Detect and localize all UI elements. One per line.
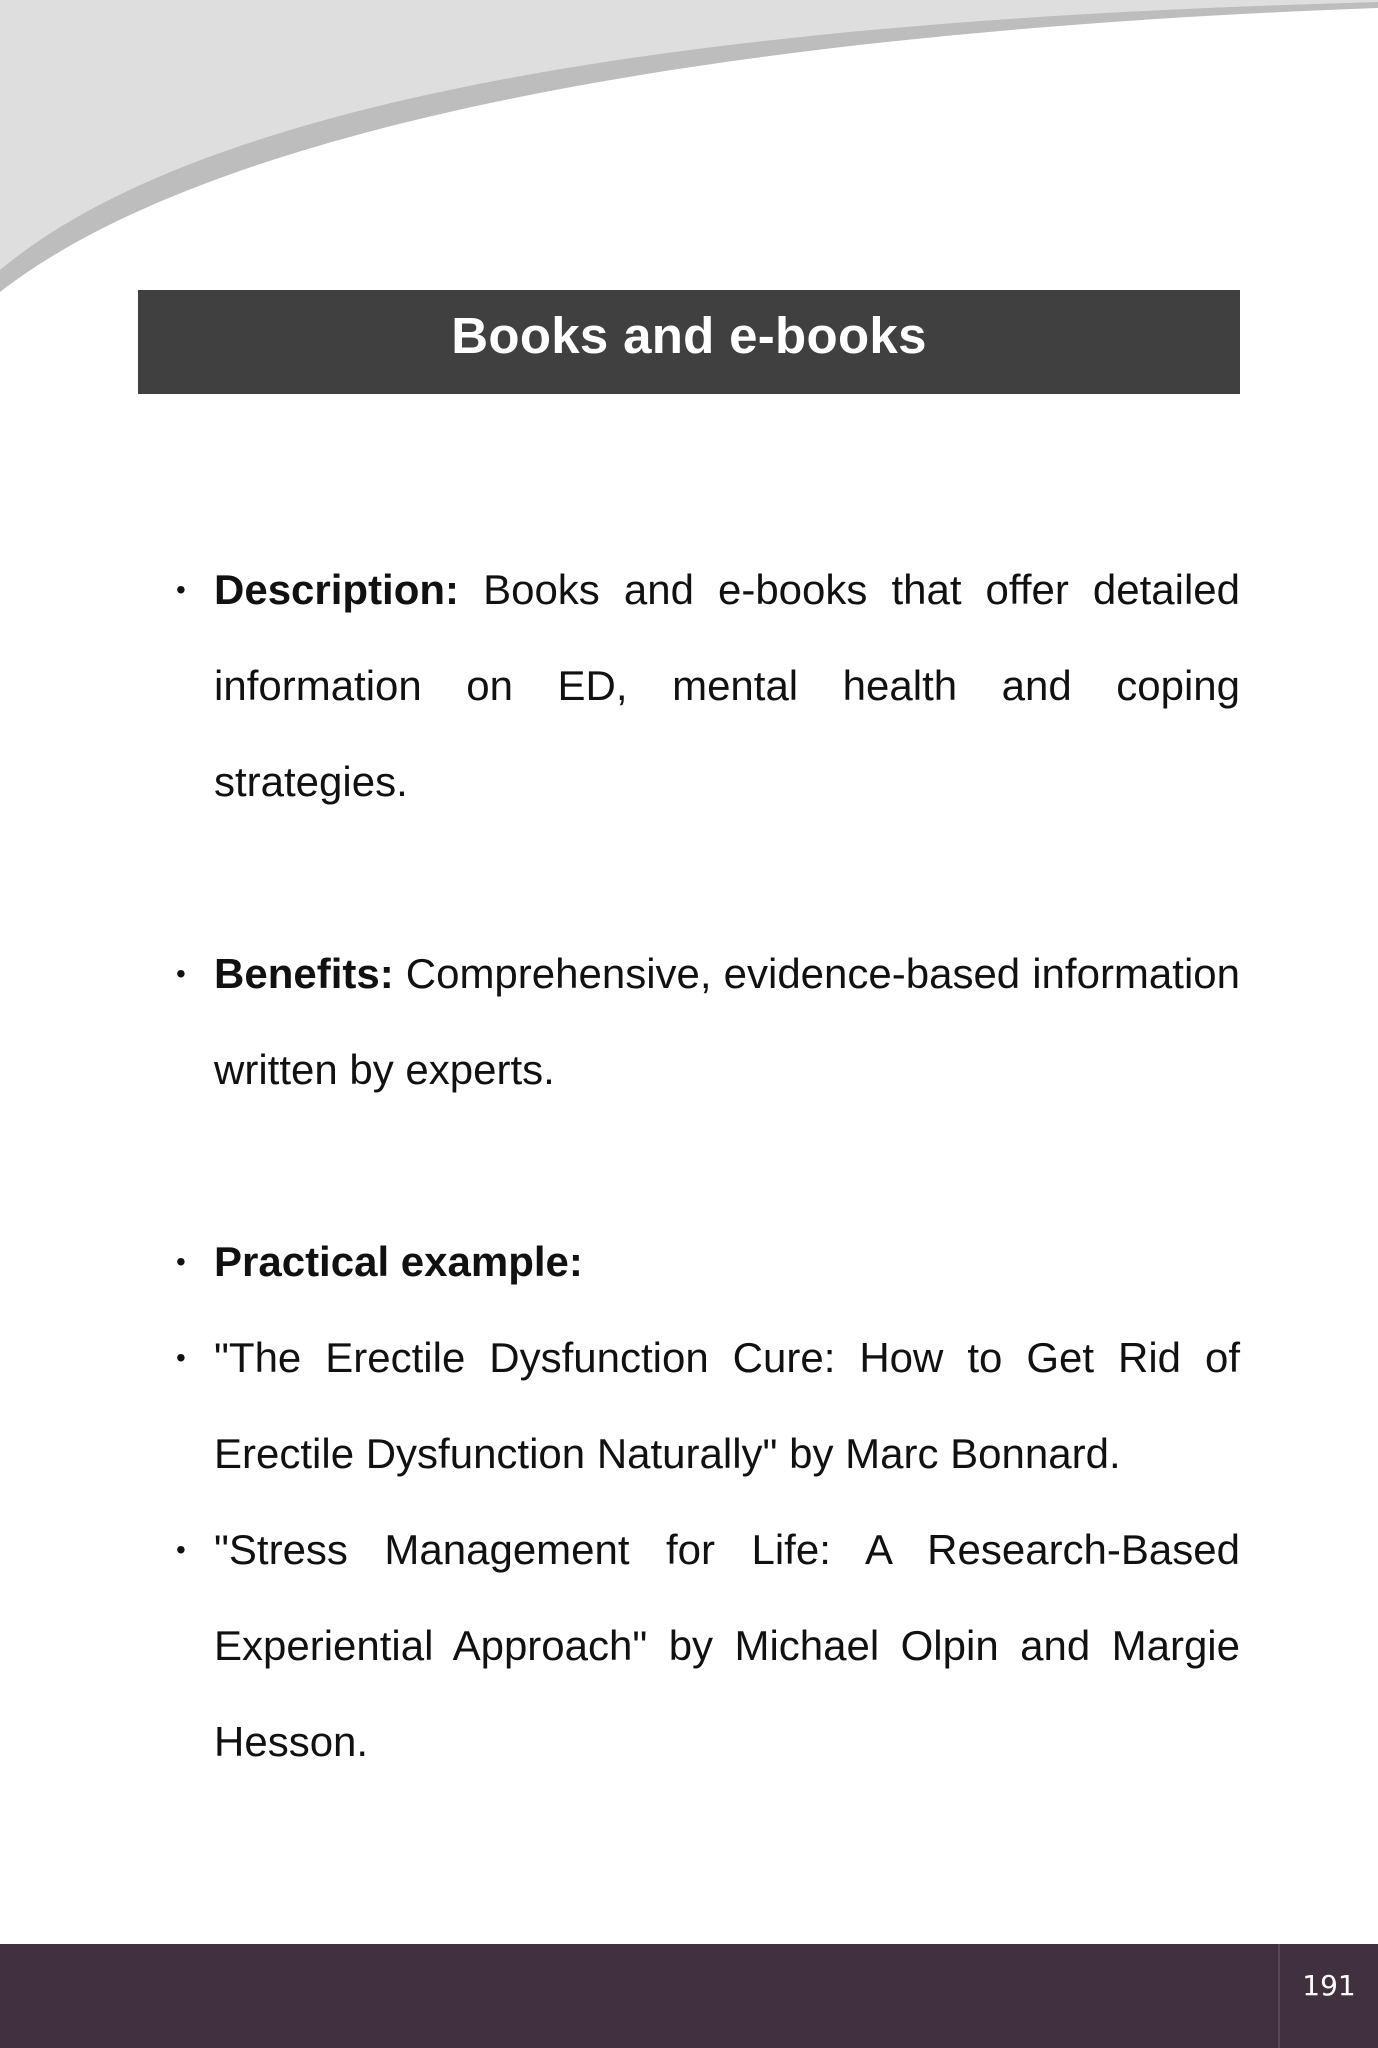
list-item-book-1 bbox=[172, 1310, 1240, 1502]
item-text: Comprehensive, evidence-based information written by experts. bbox=[214, 950, 1240, 1093]
bullet-list bbox=[172, 542, 1240, 1790]
list-item-description bbox=[172, 542, 1240, 830]
item-text: "The Erectile Dysfunction Cure: How to Get Rid of Erectile Dysfunction Naturally" by Marc Bonnard. bbox=[214, 1334, 1240, 1477]
item-label: Description: bbox=[214, 566, 460, 613]
item-label: Practical example: bbox=[214, 1238, 583, 1285]
section-title: Books and e-books bbox=[451, 306, 927, 364]
section-title-band bbox=[138, 290, 1240, 394]
list-item-book-2 bbox=[172, 1502, 1240, 1790]
item-text: Books and e-books that offer detailed information on ED, mental health and coping strategies. bbox=[214, 566, 1240, 805]
content-area bbox=[172, 542, 1240, 1790]
list-item-practical-example bbox=[172, 1214, 1240, 1310]
header-curve-decoration bbox=[0, 0, 1378, 300]
page-number: 191 bbox=[1302, 1968, 1356, 2002]
list-item-benefits bbox=[172, 926, 1240, 1118]
item-text: "Stress Management for Life: A Research-Based Experiential Approach" by Michael Olpin and Margie Hesson. bbox=[214, 1526, 1240, 1765]
header-curve-light-fill bbox=[0, 0, 1378, 270]
item-label: Benefits: bbox=[214, 950, 394, 997]
footer-bar bbox=[0, 1944, 1378, 2048]
